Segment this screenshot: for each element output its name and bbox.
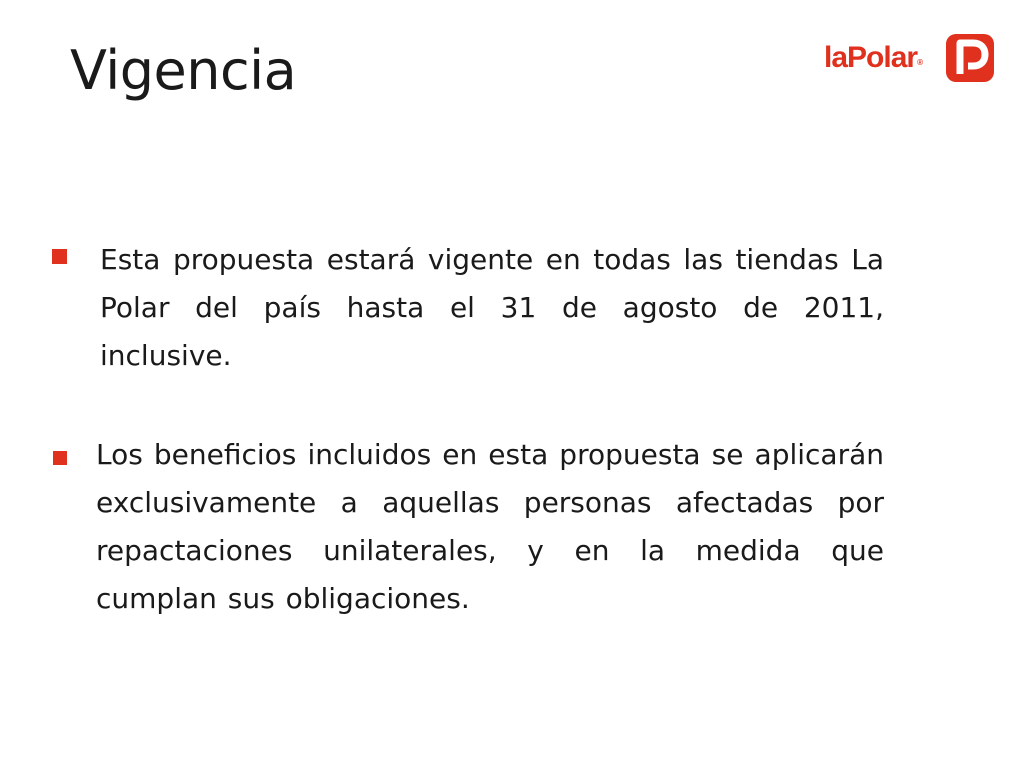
logo-wordmark [824,39,923,82]
bullet-square-icon [52,249,68,265]
logo-text: laPolar [824,41,918,74]
la-polar-logo [824,34,996,82]
la-polar-p-icon [946,34,994,82]
logo-registered-mark: ® [917,58,923,67]
slide-title: Vigencia [70,39,297,102]
bullet-text-vigencia: Esta propuesta estará vigente en todas las tiendas La Polar del país hasta el 31 de agosto de 2011, inclusive. [100,243,884,372]
bullet-square-icon [53,451,69,467]
bullet-text-beneficios: Los beneficios incluidos en esta propuesta se aplicarán exclusivamente a aquellas personas afectadas por repactaciones unilaterales, y en la medida que cumplan sus obligaciones. [96,438,884,615]
